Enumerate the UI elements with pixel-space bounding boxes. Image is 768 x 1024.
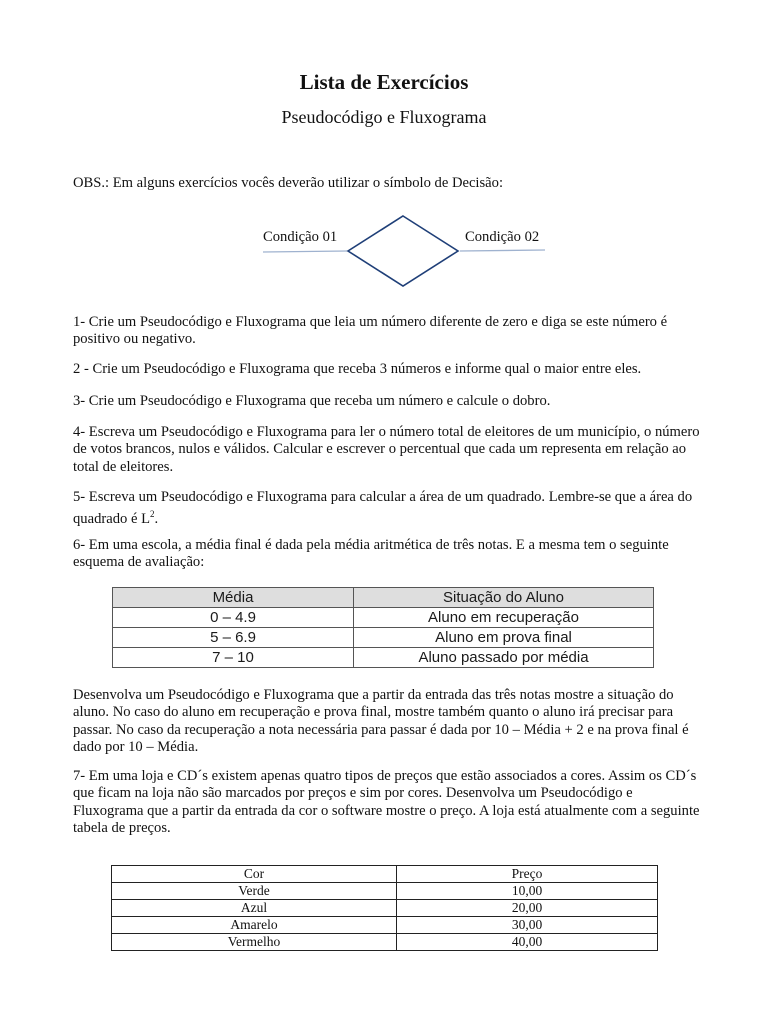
condition-left-label: Condição 01 (263, 229, 338, 245)
exercise-6-instructions: Desenvolva um Pseudocódigo e Fluxograma que a partir da entrada das três notas mostre a situação do aluno. No caso do aluno em recuperação e prova final, mostre também quanto o aluno irá precisar para passar. No caso da recuperação a nota necessária para passar é dada por 10 – Média + 2 e na prova final é dado por 10 – Média. (73, 687, 689, 756)
evaluation-header-media: Média (113, 588, 354, 608)
price-cell-value: 30,00 (397, 917, 658, 934)
exercise-3: 3- Crie um Pseudocódigo e Fluxograma que receba um número e calcule o dobro. (73, 393, 551, 409)
price-cell-value: 10,00 (397, 883, 658, 900)
evaluation-cell-status: Aluno em prova final (354, 628, 654, 648)
exercise-7: 7- Em uma loja e CD´s existem apenas quatro tipos de preços que estão associados a cores. Assim os CD´s que ficam na loja não são marcados por preços e sim por cores. Desenvolva um Pseudocódigo e Fluxograma que a partir da entrada da cor o software mostre o preço. A loja está atualmente com a seguinte tabela de preços. (73, 768, 700, 837)
evaluation-cell-range: 7 – 10 (113, 648, 354, 668)
exercise-1: 1- Crie um Pseudocódigo e Fluxograma que leia um número diferente de zero e diga se este número é positivo ou negativo. (73, 314, 668, 348)
exercise-5-text: 5- Escreva um Pseudocódigo e Fluxograma para calcular a área de um quadrado. Lembre-se que a área do quadrado é L (73, 489, 693, 528)
table-row (113, 608, 654, 628)
price-table-header-row (112, 866, 658, 883)
table-row (113, 628, 654, 648)
evaluation-cell-status: Aluno passado por média (354, 648, 654, 668)
price-header-preco: Preço (397, 866, 658, 883)
price-header-cor: Cor (112, 866, 397, 883)
evaluation-table (112, 587, 654, 668)
evaluation-cell-range: 5 – 6.9 (113, 628, 354, 648)
table-row (112, 934, 658, 951)
price-cell-color: Vermelho (112, 934, 397, 951)
table-row (112, 900, 658, 917)
exercise-5 (73, 489, 701, 529)
price-cell-value: 20,00 (397, 900, 658, 917)
exercise-4: 4- Escreva um Pseudocódigo e Fluxograma para ler o número total de eleitores de um município, o número de votos brancos, nulos e válidos. Calcular e escrever o percentual que cada um representa em relação ao total de eleitores. (73, 424, 700, 475)
evaluation-table-header-row (113, 588, 654, 608)
decision-diamond-icon (255, 212, 555, 292)
price-cell-color: Verde (112, 883, 397, 900)
exercise-5-superscript: 2 (150, 509, 155, 520)
page-subtitle: Pseudocódigo e Fluxograma (281, 107, 487, 127)
page-title: Lista de Exercícios (299, 70, 469, 94)
price-cell-color: Azul (112, 900, 397, 917)
evaluation-cell-range: 0 – 4.9 (113, 608, 354, 628)
exercise-2: 2 - Crie um Pseudocódigo e Fluxograma que receba 3 números e informe qual o maior entre eles. (73, 361, 642, 377)
obs-note: OBS.: Em alguns exercícios vocês deverão utilizar o símbolo de Decisão: (73, 175, 503, 191)
price-cell-color: Amarelo (112, 917, 397, 934)
evaluation-cell-status: Aluno em recuperação (354, 608, 654, 628)
exercise-6: 6- Em uma escola, a média final é dada pela média aritmética de três notas. E a mesma tem o seguinte esquema de avaliação: (73, 537, 669, 571)
table-row (112, 883, 658, 900)
table-row (113, 648, 654, 668)
table-row (112, 917, 658, 934)
condition-right-label: Condição 02 (465, 229, 540, 245)
price-table (111, 865, 658, 951)
exercise-5-end: . (154, 511, 159, 528)
decision-symbol-figure (255, 212, 555, 292)
price-cell-value: 40,00 (397, 934, 658, 951)
evaluation-header-situacao: Situação do Aluno (354, 588, 654, 608)
